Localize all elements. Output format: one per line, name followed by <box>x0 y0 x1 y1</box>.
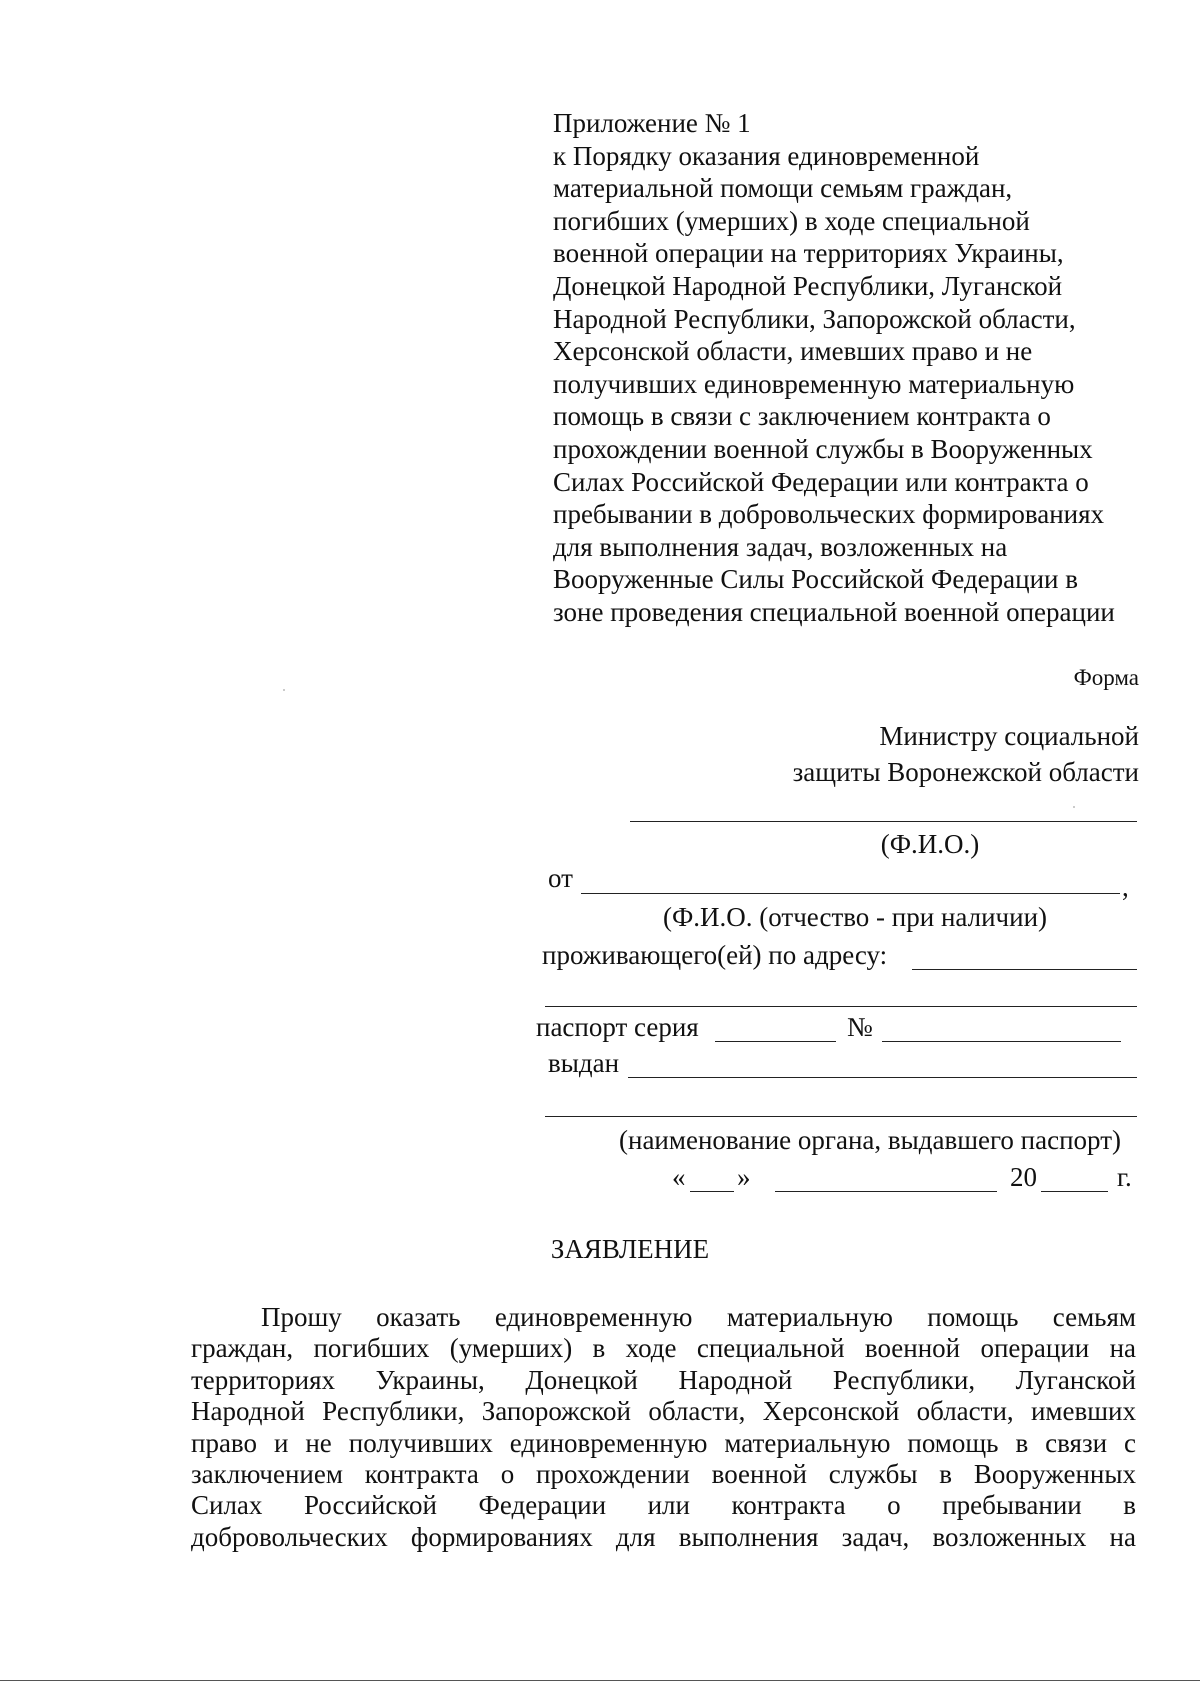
passport-number-blank[interactable] <box>882 1041 1121 1042</box>
issued-blank-2[interactable] <box>545 1116 1137 1117</box>
address-label: проживающего(ей) по адресу: <box>542 940 888 970</box>
appendix-line: пребывании в добровольческих формированиях <box>553 499 1105 530</box>
body-line: граждан, погибших (умерших) в ходе специальной военной операции на <box>191 1333 1136 1364</box>
passport-series-label: паспорт серия <box>536 1012 699 1042</box>
body-line: право и не получивших единовременную материальную помощь в связи с <box>191 1427 1136 1458</box>
date-year-prefix: 20 <box>1010 1162 1037 1192</box>
applicant-name-blank[interactable] <box>581 893 1120 894</box>
body-line: Прошу оказать единовременную материальную помощь семьям <box>261 1302 1136 1332</box>
document-title: ЗАЯВЛЕНИЕ <box>550 1234 710 1264</box>
appendix-line: погибших (умерших) в ходе специальной <box>553 205 1030 236</box>
date-year-suffix: г. <box>1117 1162 1132 1192</box>
fio-caption: (Ф.И.О.) <box>880 829 980 859</box>
address-blank-1[interactable] <box>912 969 1137 970</box>
appendix-line: к Порядку оказания единовременной <box>553 140 980 171</box>
appendix-line: военной операции на территориях Украины, <box>553 238 1064 269</box>
issued-blank-1[interactable] <box>628 1077 1137 1078</box>
page-bottom-edge <box>0 1680 1200 1681</box>
passport-number-label: № <box>847 1012 873 1042</box>
date-day-blank[interactable] <box>690 1191 734 1192</box>
appendix-line: прохождении военной службы в Вооруженных <box>553 433 1093 464</box>
address-blank-2[interactable] <box>545 1006 1137 1007</box>
statement-body <box>191 1302 1136 1553</box>
appendix-line: Донецкой Народной Республики, Луганской <box>553 270 1063 301</box>
addressee-name-blank[interactable] <box>630 821 1137 822</box>
date-month-blank[interactable] <box>775 1191 997 1192</box>
passport-series-blank[interactable] <box>715 1041 836 1042</box>
appendix-line: Народной Республики, Запорожской области, <box>553 303 1076 334</box>
body-line: Силах Российской Федерации или контракта о пребывании в <box>191 1490 1136 1521</box>
appendix-line: зоне проведения специальной военной операции <box>553 596 1115 627</box>
issuer-caption: (наименование органа, выдавшего паспорт) <box>619 1125 1121 1155</box>
appendix-line: для выполнения задач, возложенных на <box>553 531 1008 562</box>
appendix-header <box>553 107 1153 629</box>
body-line: заключением контракта о прохождении военной службы в Вооруженных <box>191 1459 1136 1490</box>
form-label: Форма <box>1073 665 1139 690</box>
from-comma: , <box>1122 872 1129 902</box>
body-line: территориях Украины, Донецкой Народной Республики, Луганской <box>191 1364 1136 1395</box>
from-label: от <box>548 863 573 893</box>
appendix-line: Приложение № 1 <box>553 108 751 138</box>
appendix-line: Силах Российской Федерации или контракта о <box>553 466 1089 497</box>
body-line: Народной Республики, Запорожской области, Херсонской области, имевших <box>191 1396 1136 1427</box>
appendix-line: Херсонской области, имевших право и не <box>553 336 1033 367</box>
body-line: добровольческих формированиях для выполнения задач, возложенных на <box>191 1521 1136 1552</box>
appendix-line: помощь в связи с заключением контракта о <box>553 401 1051 432</box>
appendix-line: получивших единовременную материальную <box>553 368 1075 399</box>
date-year-blank[interactable] <box>1041 1191 1108 1192</box>
applicant-caption: (Ф.И.О. (отчество - при наличии) <box>662 902 1048 932</box>
addressee-line-2: защиты Воронежской области <box>792 757 1139 787</box>
date-close-quote: » <box>737 1162 751 1192</box>
appendix-line: материальной помощи семьям граждан, <box>553 173 1013 204</box>
issued-label: выдан <box>548 1048 620 1078</box>
appendix-line: Вооруженные Силы Российской Федерации в <box>553 564 1078 595</box>
addressee-block <box>700 718 1139 790</box>
date-open-quote: « <box>672 1162 686 1192</box>
addressee-line-1: Министру социальной <box>879 721 1139 751</box>
scan-speck <box>1073 806 1075 808</box>
scan-speck <box>283 689 285 691</box>
